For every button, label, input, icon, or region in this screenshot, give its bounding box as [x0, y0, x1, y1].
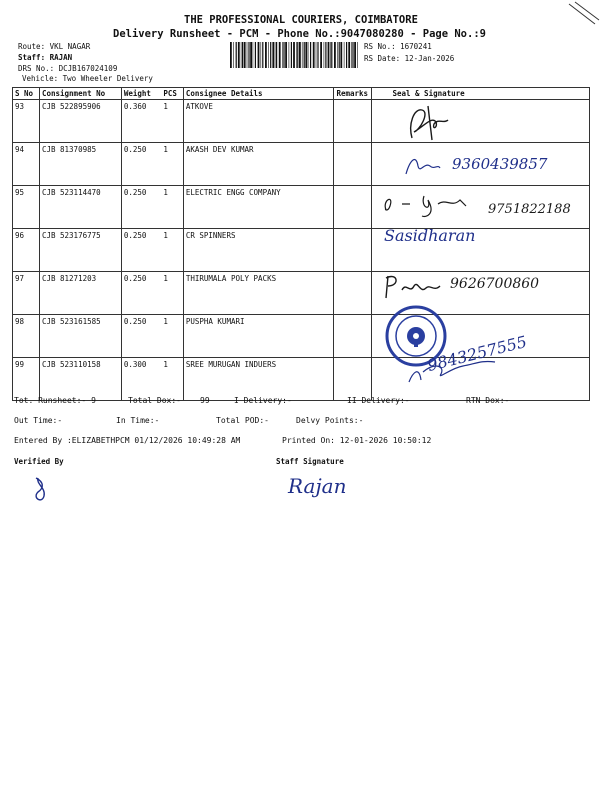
cell-sno: 98 [13, 315, 40, 358]
cell-remarks [334, 186, 372, 229]
staff-row [18, 53, 72, 62]
cell-weight: 0.250 [121, 143, 161, 186]
vehicle-label: Vehicle: [22, 74, 59, 83]
col-consignment-header: Consignment No [39, 88, 121, 100]
cell-pcs: 1 [161, 143, 183, 186]
drs-label: DRS No.: [18, 64, 55, 73]
cell-sno: 96 [13, 229, 40, 272]
cell-consignee: CR SPINNERS [183, 229, 334, 272]
staff-label: Staff: [18, 53, 46, 62]
route-label: Route: [18, 42, 46, 51]
phone-row-95: 9751822188 [488, 202, 571, 217]
cell-weight: 0.250 [121, 229, 161, 272]
drs-row [18, 64, 117, 73]
cell-consignee: THIRUMALA POLY PACKS [183, 272, 334, 315]
printed-on: Printed On: 12-01-2026 10:50:12 [282, 436, 432, 445]
table-row [13, 229, 590, 272]
vehicle-row [22, 74, 153, 83]
cell-consignment: CJB 81370985 [39, 143, 121, 186]
route-value: VKL NAGAR [49, 42, 91, 51]
i-delivery-label: I Delivery:- [234, 396, 292, 405]
total-dox-value: 99 [200, 396, 210, 405]
company-title: THE PROFESSIONAL COURIERS, COIMBATORE [184, 14, 418, 26]
staff-signature-label: Staff Signature [276, 457, 344, 466]
cell-pcs: 1 [161, 315, 183, 358]
cell-consignment: CJB 523110158 [39, 358, 121, 401]
cell-sno: 99 [13, 358, 40, 401]
cell-consignee: SREE MURUGAN INDUERS [183, 358, 334, 401]
table-header-row [13, 88, 590, 100]
cell-remarks [334, 315, 372, 358]
cell-sno: 95 [13, 186, 40, 229]
cell-remarks [334, 100, 372, 143]
cell-consignee: ATKOVE [183, 100, 334, 143]
cell-weight: 0.250 [121, 315, 161, 358]
runsheet-subtitle: Delivery Runsheet - PCM - Phone No.:9047080280 - Page No.:9 [113, 28, 486, 40]
delvy-points-label: Delvy Points:- [296, 416, 364, 425]
rs-no-label: RS No.: [364, 42, 396, 51]
cell-sno: 93 [13, 100, 40, 143]
rs-date-value: 12-Jan-2026 [404, 54, 455, 63]
route-row [18, 42, 90, 51]
cell-pcs: 1 [161, 186, 183, 229]
cell-consignment: CJB 523161585 [39, 315, 121, 358]
cell-pcs: 1 [161, 100, 183, 143]
cell-pcs: 1 [161, 272, 183, 315]
rs-no-row [364, 42, 432, 51]
verified-by-signature [30, 474, 54, 506]
corner-scribble [565, 0, 600, 28]
drs-value: DCJB167024109 [58, 64, 118, 73]
cell-weight: 0.300 [121, 358, 161, 401]
total-runsheet: Tot. Runsheet:- 9 [14, 396, 96, 405]
cell-consignment: CJB 81271203 [39, 272, 121, 315]
table-row [13, 100, 590, 143]
total-pod-label: Total POD:- [216, 416, 269, 425]
cell-weight: 0.360 [121, 100, 161, 143]
rs-no-value: 1670241 [400, 42, 432, 51]
cell-consignment: CJB 523114470 [39, 186, 121, 229]
cell-consignee: PUSPHA KUMARI [183, 315, 334, 358]
col-weight-header: Weight [121, 88, 161, 100]
col-pcs-header: PCS [161, 88, 183, 100]
cell-pcs: 1 [161, 229, 183, 272]
phone-row-99: 9843257555 [425, 331, 529, 375]
cell-sno: 97 [13, 272, 40, 315]
cell-consignee: AKASH DEV KUMAR [183, 143, 334, 186]
cell-weight: 0.250 [121, 272, 161, 315]
cell-weight: 0.250 [121, 186, 161, 229]
cell-consignment: CJB 523176775 [39, 229, 121, 272]
ii-delivery-label: II Delivery:- [347, 396, 410, 405]
cell-remarks [334, 272, 372, 315]
rs-date-row [364, 54, 454, 63]
phone-row-94: 9360439857 [452, 155, 548, 173]
cell-consignment: CJB 522895906 [39, 100, 121, 143]
staff-signature-handwritten: Rajan [288, 474, 347, 498]
cell-pcs: 1 [161, 358, 183, 401]
cell-signature [372, 100, 590, 143]
barcode-image [230, 42, 360, 68]
entered-by: Entered By :ELIZABETHPCM 01/12/2026 10:49:28 AM [14, 436, 241, 445]
name-row-96: Sasidharan [384, 226, 476, 245]
vehicle-value: Two Wheeler Delivery [62, 74, 153, 83]
col-consignee-header: Consignee Details [183, 88, 334, 100]
col-remarks-header: Remarks [334, 88, 372, 100]
cell-sno: 94 [13, 143, 40, 186]
rs-date-label: RS Date: [364, 54, 401, 63]
cell-remarks [334, 358, 372, 401]
out-time-label: Out Time:- [14, 416, 63, 425]
col-signature-header: Seal & Signature [372, 88, 590, 100]
phone-row-97: 9626700860 [450, 276, 540, 292]
staff-value: RAJAN [49, 53, 73, 62]
table-row [13, 358, 590, 401]
in-time-label: In Time:- [116, 416, 160, 425]
rtn-dox-label: RTN Dox:- [466, 396, 510, 405]
cell-remarks [334, 229, 372, 272]
cell-remarks [334, 143, 372, 186]
verified-by-label: Verified By [14, 457, 64, 466]
cell-consignee: ELECTRIC ENGG COMPANY [183, 186, 334, 229]
total-dox-label: Total Dox:- [128, 396, 181, 405]
col-sno-header: S No [13, 88, 40, 100]
